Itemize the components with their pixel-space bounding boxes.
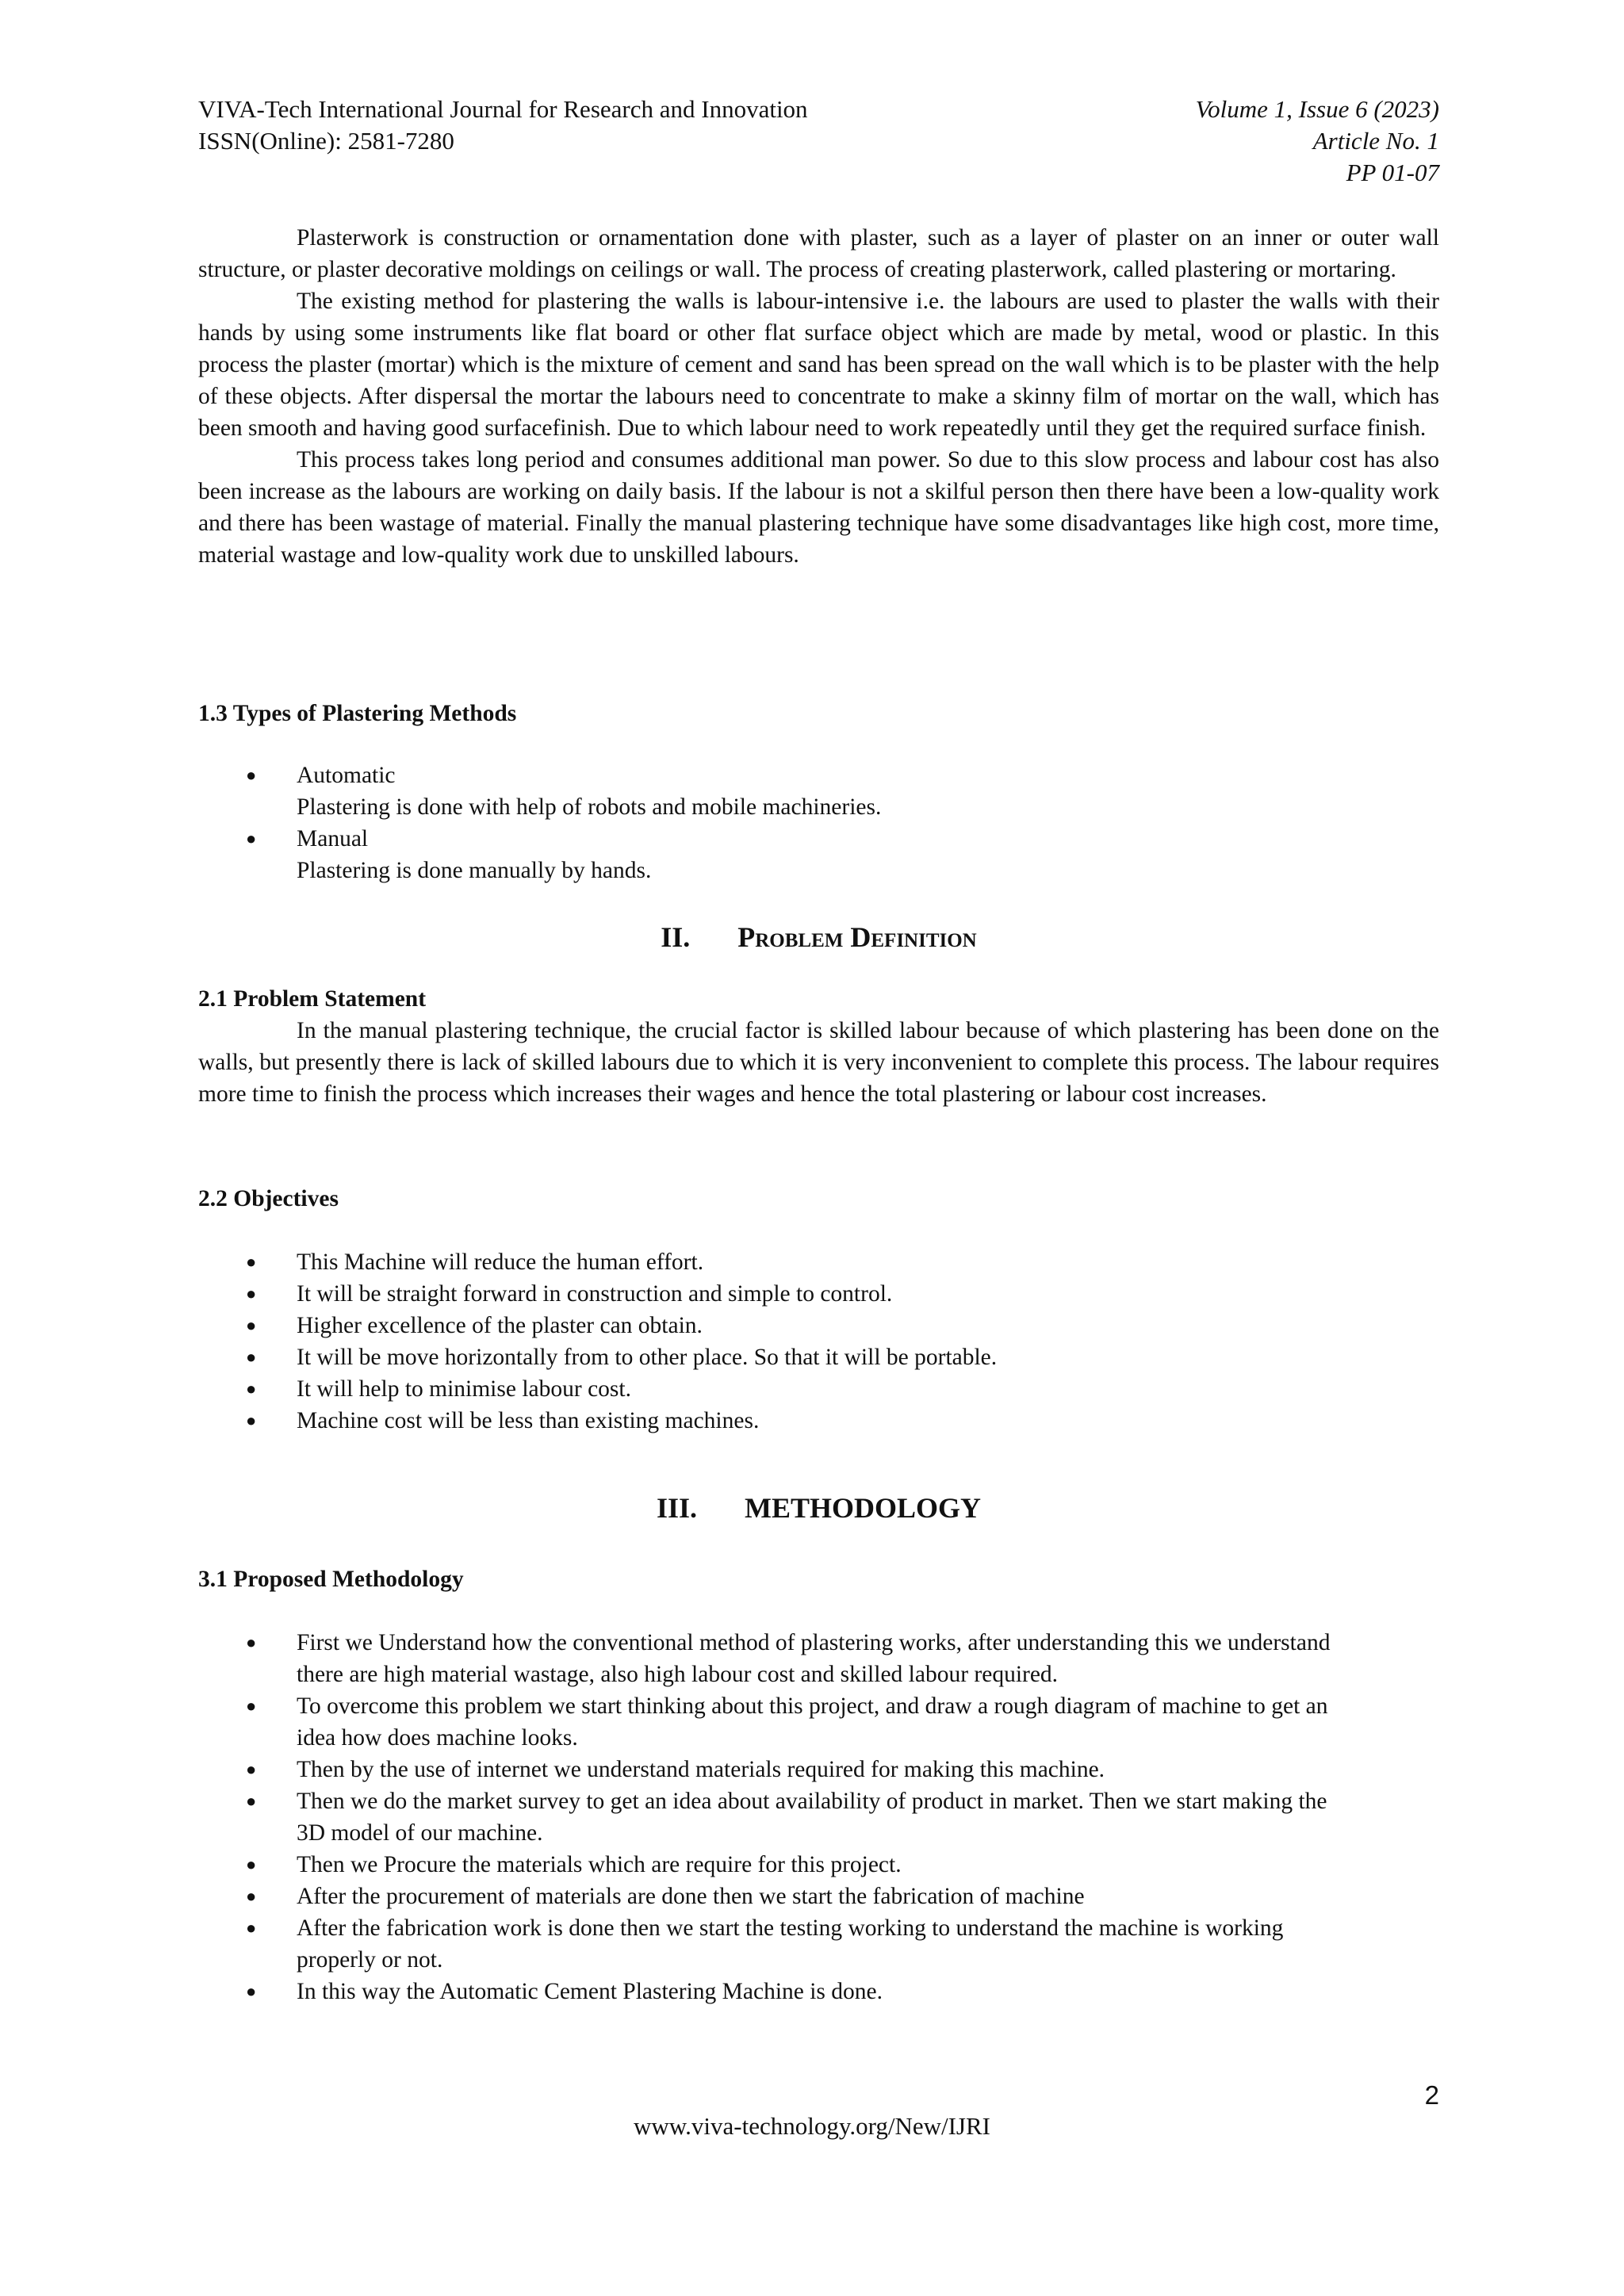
- bullet-icon: ●: [246, 1759, 257, 1779]
- intro-block: [198, 222, 1439, 571]
- section-title: Problem Definition: [737, 921, 977, 953]
- type-description: Plastering is done with help of robots and mobile machineries.: [297, 794, 882, 820]
- step-text: After the fabrication work is done then we start the testing working to understand the machine is working properly or not.: [297, 1915, 1284, 1973]
- section-2-heading: [198, 920, 1439, 955]
- problem-statement: [198, 983, 1439, 1110]
- step-text: Then by the use of internet we understand materials required for making this machine.: [297, 1757, 1105, 1782]
- step-text: Then we Procure the materials which are require for this project.: [297, 1852, 902, 1877]
- list-item: [198, 1881, 1340, 1912]
- types-heading: 1.3 Types of Plastering Methods: [198, 701, 517, 726]
- bullet-icon: ●: [246, 1347, 257, 1367]
- list-item: [198, 1976, 1340, 2007]
- types-list: [198, 760, 1439, 886]
- methodology-steps: [198, 1627, 1340, 2007]
- objectives-list: [198, 1246, 1439, 1437]
- footer-url[interactable]: www.viva-technology.org/New/IJRI: [634, 2112, 990, 2140]
- list-item: [198, 1754, 1340, 1785]
- objectives-heading: 2.2 Objectives: [198, 1186, 339, 1211]
- bullet-icon: ●: [246, 1981, 257, 2001]
- intro-paragraph-2: The existing method for plastering the walls is labour-intensive i.e. the labours are used to plaster the walls with their hands by using some instruments like flat board or other flat surface object which are made by metal, wood or plastic. In this process the plaster (mortar) which is the mixture of cement and sand has been spread on the wall which is to be plaster with the help of these objects. After dispersal the mortar the labours need to concentrate to make a skinny film of mortar on the wall, which has been smooth and having good surfacefinish. Due to which labour need to work repeatedly until they get the required surface finish.: [198, 289, 1439, 441]
- page-range: PP 01-07: [1346, 159, 1439, 186]
- problem-statement-heading: 2.1 Problem Statement: [198, 986, 427, 1012]
- bullet-icon: ●: [246, 1632, 257, 1652]
- objective-text: Higher excellence of the plaster can obtain.: [297, 1313, 703, 1338]
- bullet-icon: ●: [246, 1379, 257, 1399]
- step-text: To overcome this problem we start thinking about this project, and draw a rough diagram of machine to get an idea how does machine looks.: [297, 1693, 1328, 1751]
- section-title: METHODOLOGY: [745, 1492, 982, 1524]
- objective-text: It will be move horizontally from to other place. So that it will be portable.: [297, 1345, 998, 1370]
- list-item: [198, 1785, 1340, 1849]
- list-item: [198, 1405, 1439, 1437]
- page-number: 2: [1424, 2080, 1439, 2110]
- article-number: Article No. 1: [1312, 127, 1439, 155]
- issn: ISSN(Online): 2581-7280: [198, 127, 454, 155]
- problem-statement-text: In the manual plastering technique, the crucial factor is skilled labour because of which plastering has been done on the walls, but presently there is lack of skilled labours due to which it is very inconvenient to complete this process. The labour requires more time to finish the process which increases their wages and hence the total plastering or labour cost increases.: [198, 1018, 1439, 1107]
- step-text: First we Understand how the conventional method of plastering works, after understanding this we understand there are high material wastage, also high labour cost and skilled labour required.: [297, 1630, 1331, 1687]
- list-item: [198, 1341, 1439, 1373]
- section-3-heading: [198, 1490, 1439, 1525]
- type-description: Plastering is done manually by hands.: [297, 858, 652, 883]
- journal-name: VIVA-Tech International Journal for Research and Innovation: [198, 95, 808, 123]
- step-text: Then we do the market survey to get an idea about availability of product in market. Then we start making the 3D model of our machine.: [297, 1789, 1327, 1846]
- proposed-methodology-heading: 3.1 Proposed Methodology: [198, 1567, 464, 1592]
- list-item: [198, 1310, 1439, 1341]
- list-item: [198, 1627, 1340, 1690]
- proposed-methodology: [198, 1563, 1439, 1595]
- volume-issue: Volume 1, Issue 6 (2023): [1195, 95, 1439, 123]
- type-label: Automatic: [297, 763, 396, 788]
- types-section: [198, 698, 1439, 729]
- list-item: [198, 1373, 1439, 1405]
- bullet-icon: ●: [246, 1696, 257, 1716]
- list-item: [198, 1912, 1340, 1976]
- bullet-icon: ●: [246, 765, 257, 785]
- objective-text: It will be straight forward in construction and simple to control.: [297, 1281, 893, 1307]
- bullet-icon: ●: [246, 1410, 257, 1430]
- bullet-icon: ●: [246, 1886, 257, 1906]
- bullet-icon: ●: [246, 1252, 257, 1272]
- list-item: [198, 1849, 1340, 1881]
- bullet-icon: ●: [246, 1315, 257, 1335]
- list-item: [198, 1278, 1439, 1310]
- objectives-section: [198, 1183, 1439, 1215]
- intro-paragraph-3: This process takes long period and consumes additional man power. So due to this slow process and labour cost has also been increase as the labours are working on daily basis. If the labour is not a skilful person then there have been a low-quality work and there has been wastage of material. Finally the manual plastering technique have some disadvantages like high cost, more time, material wastage and low-quality work due to unskilled labours.: [198, 447, 1439, 568]
- bullet-icon: ●: [246, 828, 257, 848]
- bullet-icon: ●: [246, 1284, 257, 1303]
- bullet-icon: ●: [246, 1918, 257, 1938]
- objective-text: This Machine will reduce the human effort.: [297, 1249, 704, 1275]
- section-number: III.: [656, 1492, 697, 1524]
- type-label: Manual: [297, 826, 369, 851]
- list-item: [198, 1246, 1439, 1278]
- bullet-icon: ●: [246, 1854, 257, 1874]
- list-item: [198, 760, 1439, 791]
- bullet-icon: ●: [246, 1791, 257, 1811]
- objective-text: Machine cost will be less than existing machines.: [297, 1408, 760, 1433]
- header-right: [1196, 94, 1439, 189]
- objective-text: It will help to minimise labour cost.: [297, 1376, 631, 1402]
- step-text: In this way the Automatic Cement Plastering Machine is done.: [297, 1979, 883, 2004]
- list-item: [198, 1690, 1340, 1754]
- step-text: After the procurement of materials are done then we start the fabrication of machine: [297, 1884, 1085, 1909]
- header-left: [198, 94, 808, 157]
- list-item: [198, 823, 1439, 855]
- section-number: II.: [661, 921, 691, 953]
- intro-paragraph-1: Plasterwork is construction or ornamentation done with plaster, such as a layer of plaster on an inner or outer wall structure, or plaster decorative moldings on ceilings or wall. The process of creating plasterwork, called plastering or mortaring.: [198, 225, 1439, 282]
